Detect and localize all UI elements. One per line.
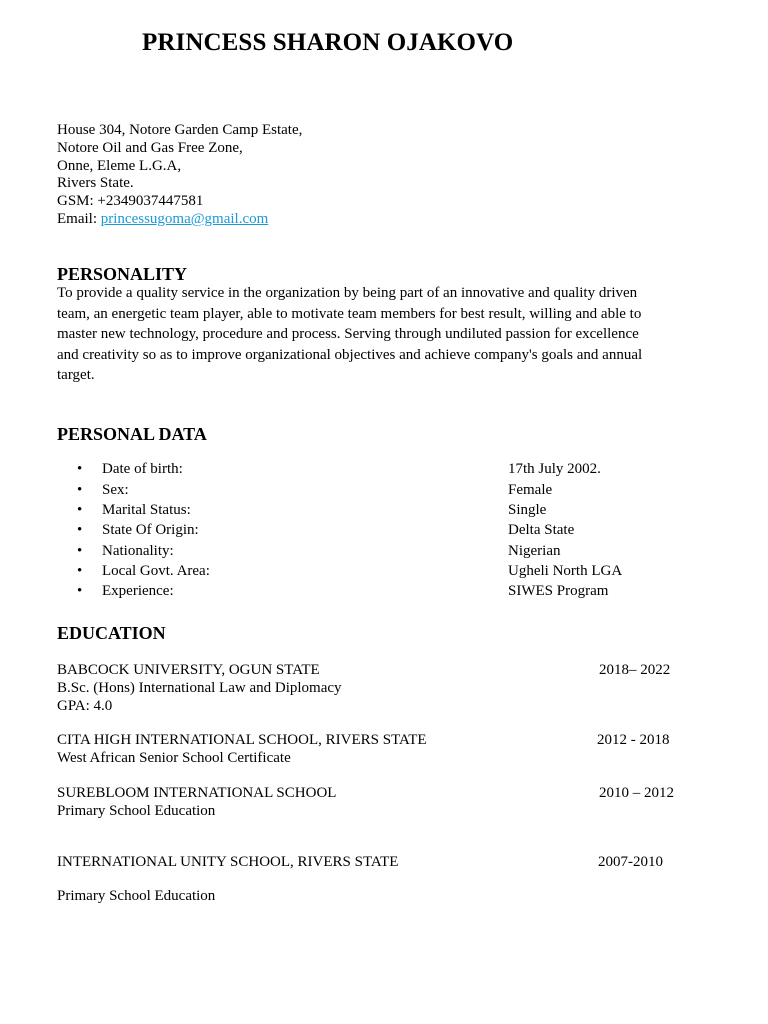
personal-data-row bbox=[0, 561, 768, 581]
personal-data-row bbox=[0, 581, 768, 601]
education-detail: Primary School Education bbox=[57, 803, 216, 819]
education-years: 2007-2010 bbox=[598, 854, 663, 870]
education-school: BABCOCK UNIVERSITY, OGUN STATE bbox=[57, 662, 320, 678]
personal-data-label: Date of birth: bbox=[102, 461, 183, 477]
address-line-4: Rivers State. bbox=[57, 175, 134, 192]
personal-data-row bbox=[0, 480, 768, 500]
education-detail: B.Sc. (Hons) International Law and Diplomacy bbox=[57, 680, 342, 696]
personal-data-value: Delta State bbox=[508, 522, 575, 538]
personal-data-row bbox=[0, 541, 768, 561]
bullet-icon: • bbox=[77, 543, 83, 559]
bullet-icon: • bbox=[77, 563, 83, 579]
education-years: 2012 - 2018 bbox=[597, 732, 670, 748]
personal-data-row bbox=[0, 459, 768, 479]
education-heading: EDUCATION bbox=[57, 623, 166, 643]
education-gpa: GPA: 4.0 bbox=[57, 698, 113, 714]
personal-data-value: SIWES Program bbox=[508, 583, 609, 599]
address-line-1: House 304, Notore Garden Camp Estate, bbox=[57, 122, 303, 138]
email-label: Email: bbox=[57, 210, 101, 227]
personal-data-row bbox=[0, 500, 768, 520]
education-years: 2018– 2022 bbox=[599, 662, 671, 678]
personal-data-label: Local Govt. Area: bbox=[102, 563, 210, 579]
personal-data-label: Marital Status: bbox=[102, 502, 191, 518]
personality-line: and creativity so as to improve organizational objectives and achieve company's goals and annual bbox=[57, 346, 643, 363]
personal-data-value: Nigerian bbox=[508, 543, 561, 559]
personal-data-heading: PERSONAL DATA bbox=[57, 424, 207, 444]
personality-line: target. bbox=[57, 367, 95, 383]
personality-line: master new technology, procedure and process. Serving through undiluted passion for excellence bbox=[57, 326, 639, 342]
education-years: 2010 – 2012 bbox=[599, 785, 674, 801]
personal-data-value: Ugheli North LGA bbox=[508, 563, 623, 579]
education-school: SUREBLOOM INTERNATIONAL SCHOOL bbox=[57, 785, 337, 801]
personal-data-row bbox=[0, 520, 768, 540]
personality-line: To provide a quality service in the organization by being part of an innovative and quality driven bbox=[57, 285, 638, 301]
education-detail: Primary School Education bbox=[57, 888, 216, 904]
bullet-icon: • bbox=[77, 502, 83, 518]
education-school: CITA HIGH INTERNATIONAL SCHOOL, RIVERS STATE bbox=[57, 732, 427, 748]
education-school: INTERNATIONAL UNITY SCHOOL, RIVERS STATE bbox=[57, 854, 399, 870]
bullet-icon: • bbox=[77, 482, 83, 498]
email-link[interactable]: princessugoma@gmail.com bbox=[100, 210, 269, 227]
personal-data-value: 17th July 2002. bbox=[508, 461, 601, 477]
bullet-icon: • bbox=[77, 461, 83, 477]
personality-paragraph bbox=[57, 283, 712, 386]
personality-line: team, an energetic team player, able to motivate team members for best result, willing and able to bbox=[57, 305, 642, 322]
address-line-2: Notore Oil and Gas Free Zone, bbox=[57, 139, 243, 156]
personal-data-label: Nationality: bbox=[102, 543, 174, 559]
personal-data-label: Experience: bbox=[102, 583, 174, 599]
bullet-icon: • bbox=[77, 522, 83, 538]
resume-name: PRINCESS SHARON OJAKOVO bbox=[142, 29, 514, 56]
personal-data-label: State Of Origin: bbox=[102, 522, 199, 538]
education-detail: West African Senior School Certificate bbox=[57, 750, 291, 766]
personal-data-value: Female bbox=[508, 482, 553, 498]
address-line-3: Onne, Eleme L.G.A, bbox=[57, 157, 182, 174]
personal-data-value: Single bbox=[508, 502, 547, 518]
email-line bbox=[57, 211, 302, 229]
contact-block bbox=[57, 122, 302, 229]
bullet-icon: • bbox=[77, 583, 83, 599]
personal-data-label: Sex: bbox=[102, 482, 129, 498]
personality-heading: PERSONALITY bbox=[57, 264, 188, 284]
gsm-line: GSM: +2349037447581 bbox=[57, 193, 204, 210]
